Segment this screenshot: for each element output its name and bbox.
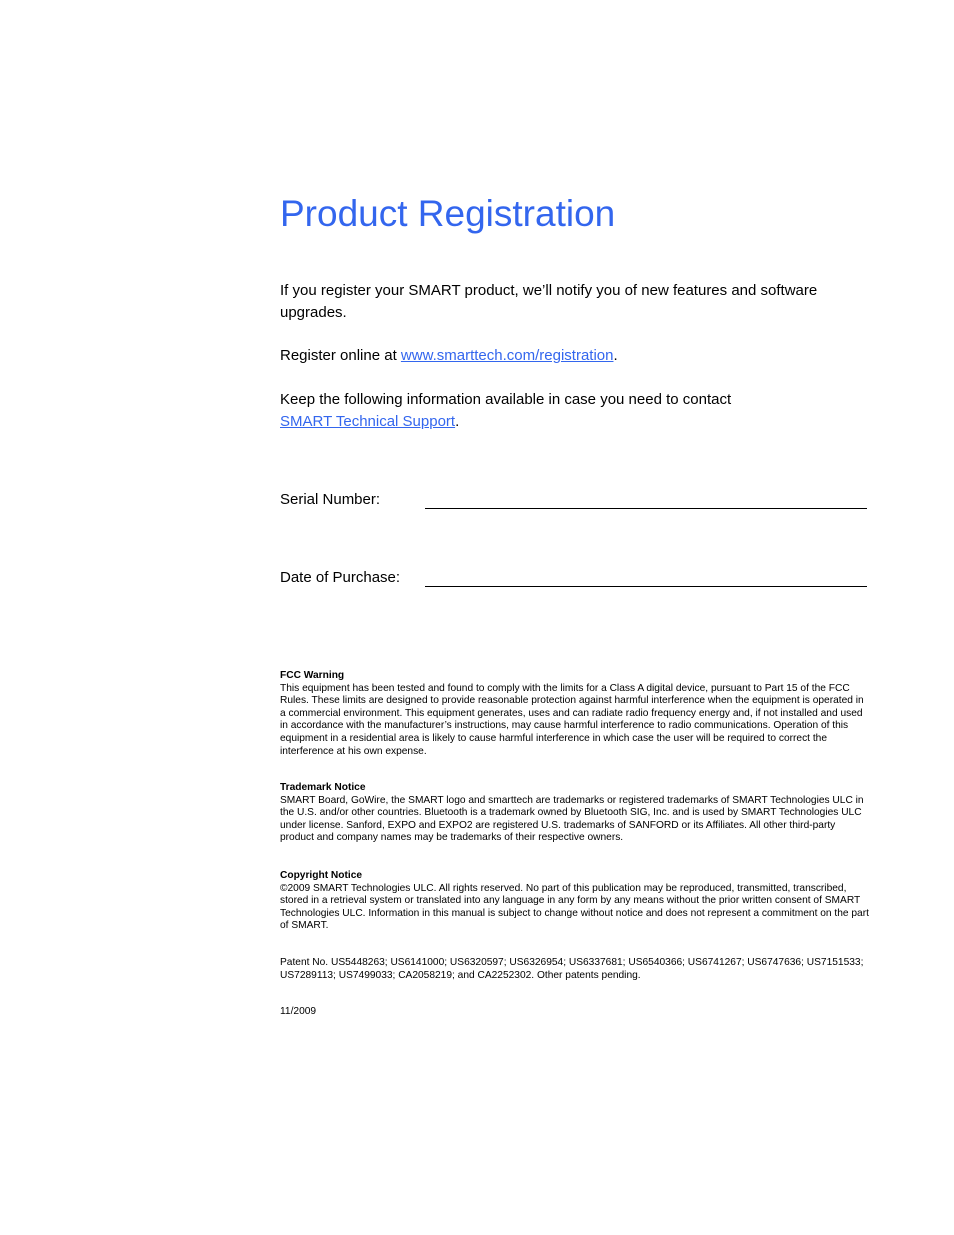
contact-paragraph xyxy=(280,389,870,433)
serial-number-row xyxy=(280,489,867,513)
intro-paragraph: If you register your SMART product, we’ll notify you of new features and software upgrades. xyxy=(280,282,818,321)
technical-support-link[interactable]: SMART Technical Support xyxy=(280,413,456,430)
purchase-date-row xyxy=(280,567,867,591)
publication-date: 11/2009 xyxy=(280,1006,317,1017)
page-title: Product Registration xyxy=(280,193,616,234)
patent-notice: Patent No. US5448263; US6141000; US6320597; US6326954; US6337681; US6540366; US6741267; US6747636; US7151533; US7289113; US7499033; CA2058219; and CA2252302. Other patents pending. xyxy=(280,957,864,981)
register-prefix: Register online at xyxy=(280,347,401,364)
copyright-notice-body: ©2009 SMART Technologies ULC. All rights reserved. No part of this publication may be reproduced, transmitted, transcribed, stored in a retrieval system or translated into any language in any form by any means without the prior written consent of SMART Technologies ULC. Information in this manual is subject to change without notice and does not represent a commitment on the part of SMART. xyxy=(280,882,869,932)
serial-number-line xyxy=(425,508,867,509)
trademark-notice-body: SMART Board, GoWire, the SMART logo and smarttech are trademarks or registered trademarks of SMART Technologies ULC in the U.S. and/or other countries. Bluetooth is a trademark owned by Bluetooth SIG, Inc. and is used by SMART Technologies ULC under license. Sanford, EXPO and EXPO2 are registered U.S. trademarks of SANFORD or its Affiliates. All other third-party product and company names may be trademarks of their respective owners. xyxy=(280,794,864,844)
purchase-date-label: Date of Purchase: xyxy=(280,569,401,586)
trademark-notice-title: Trademark Notice xyxy=(280,782,366,793)
copyright-notice xyxy=(280,870,870,933)
trademark-notice xyxy=(280,782,870,845)
serial-number-label: Serial Number: xyxy=(280,491,381,508)
fcc-warning-title: FCC Warning xyxy=(280,670,345,681)
fcc-warning xyxy=(280,670,870,758)
contact-text: Keep the following information available in case you need to contact xyxy=(280,391,732,408)
registration-link[interactable]: www.smarttech.com/registration xyxy=(400,347,614,364)
register-paragraph xyxy=(280,345,870,367)
register-suffix: . xyxy=(613,347,618,364)
fcc-warning-body: This equipment has been tested and found to comply with the limits for a Class A digital device, pursuant to Part 15 of the FCC Rules. These limits are designed to provide reasonable protection against harmful interference when the equipment is operated in a commercial environment. This equipment generates, uses and can radiate radio frequency energy and, if not installed and used in accordance with the manufacturer’s instructions, may cause harmful interference to radio communications. Operation of this equipment in a residential area is likely to cause harmful interference in which case the user will be required to correct the interference at his own expense. xyxy=(280,682,864,757)
copyright-notice-title: Copyright Notice xyxy=(280,870,363,881)
purchase-date-line xyxy=(425,586,867,587)
contact-suffix: . xyxy=(455,413,460,430)
